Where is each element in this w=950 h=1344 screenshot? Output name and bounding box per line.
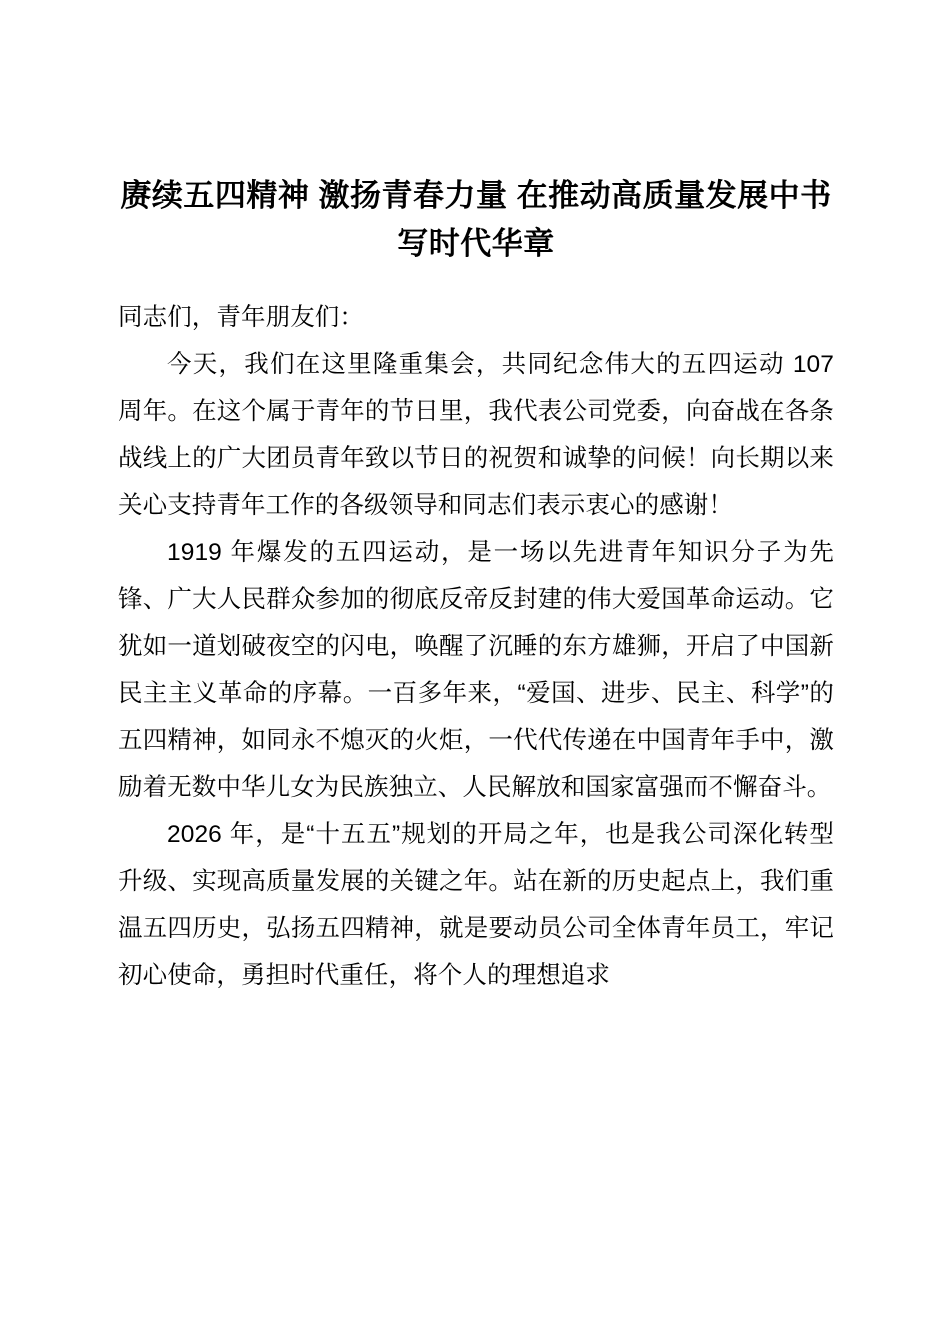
salutation-line: 同志们，青年朋友们： <box>118 304 364 331</box>
body-paragraph-1: 今天，我们在这里隆重集会，共同纪念伟大的五四运动 107 周年。在这个属于青年的节日里，我代表公司党委，向奋战在各条战线上的广大团员青年致以节日的祝贺和诚挚的问候！向长期以来关心支持青年工作的各级领导和同志们表示衷心的感谢！ <box>118 351 834 519</box>
body-paragraph-2: 1919 年爆发的五四运动，是一场以先进青年知识分子为先锋、广大人民群众参加的彻底反帝反封建的伟大爱国革命运动。它犹如一道划破夜空的闪电，唤醒了沉睡的东方雄狮，开启了中国新民主主义革命的序幕。一百多年来，“爱国、进步、民主、科学”的五四精神，如同永不熄灭的火炬，一代代传递在中国青年手中，激励着无数中华儿女为民族独立、人民解放和国家富强而不懈奋斗。 <box>118 539 834 801</box>
body-paragraph-3: 2026 年，是“十五五”规划的开局之年，也是我公司深化转型升级、实现高质量发展的关键之年。站在新的历史起点上，我们重温五四历史，弘扬五四精神，就是要动员公司全体青年员工，牢记初心使命，勇担时代重任，将个人的理想追求 <box>118 821 834 989</box>
document-content <box>118 172 834 999</box>
document-title: 赓续五四精神 激扬青春力量 在推动高质量发展中书写时代华章 <box>120 178 832 261</box>
